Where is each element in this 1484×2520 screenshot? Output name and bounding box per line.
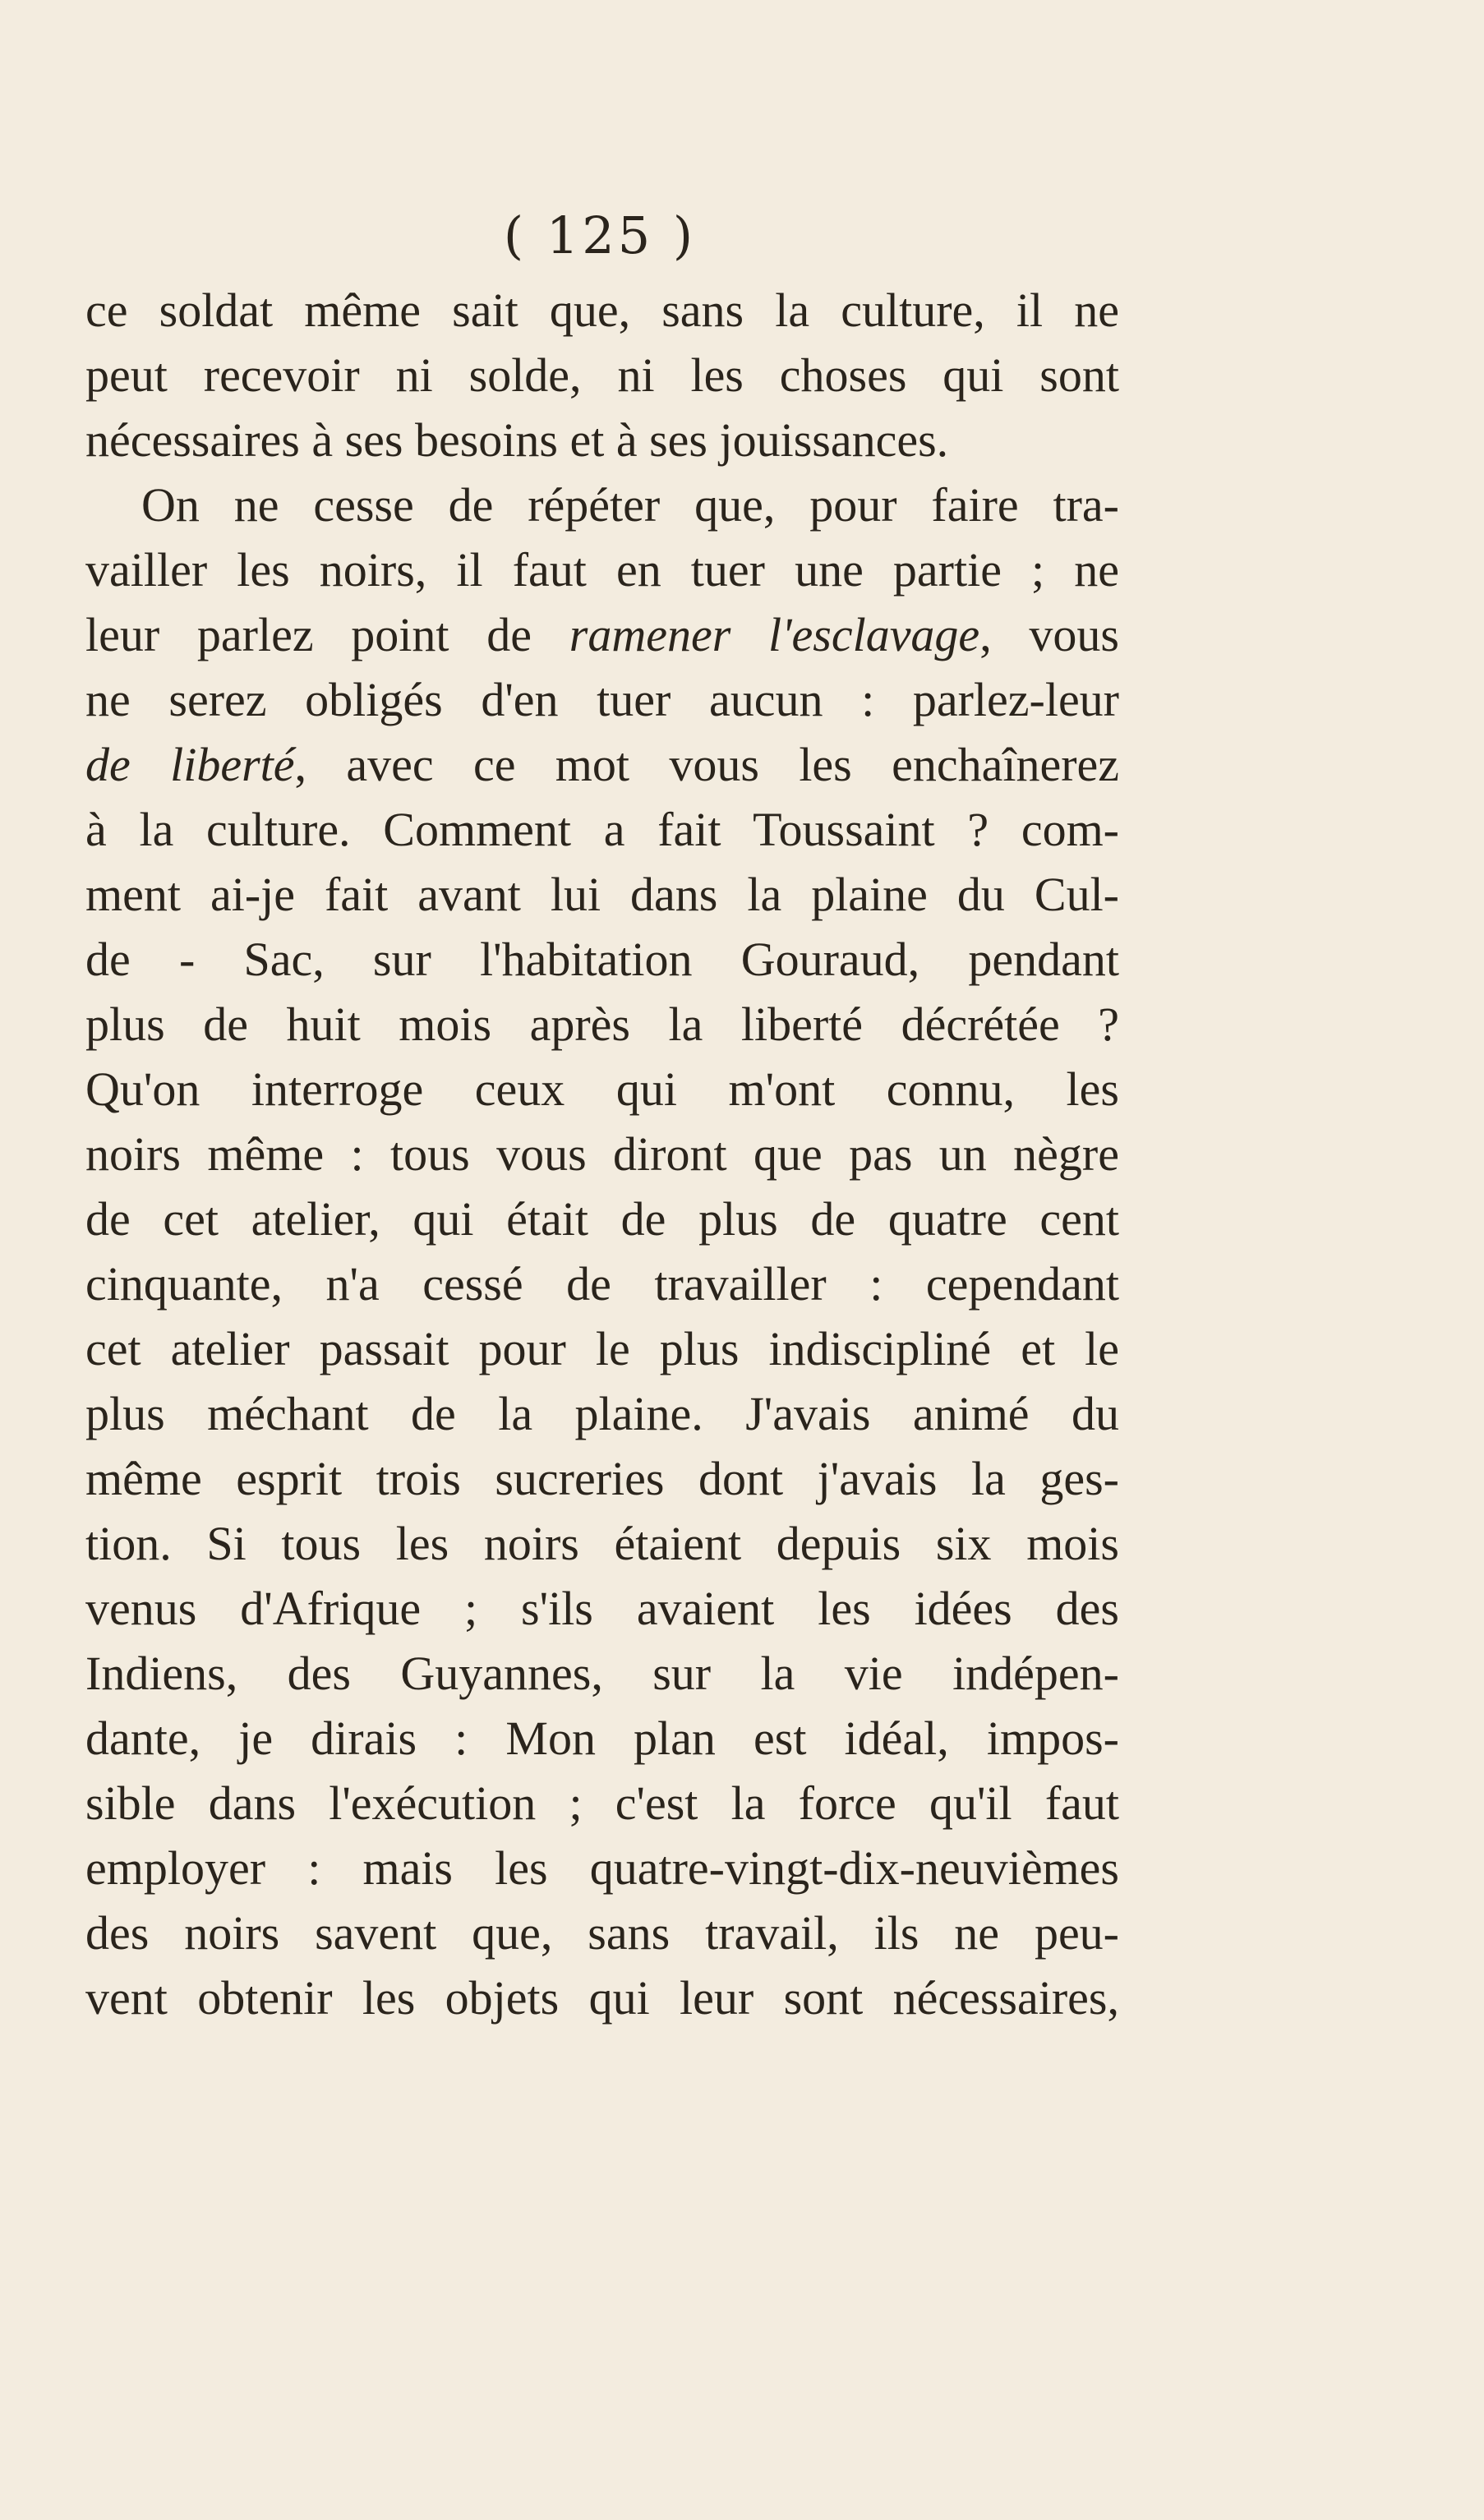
text-line: dante, je dirais : Mon plan est idéal, impos- <box>85 1711 1119 1765</box>
text-line: plus de huit mois après la liberté décrétée ? <box>85 997 1119 1051</box>
text-line: de cet atelier, qui était de plus de quatre cent <box>85 1192 1119 1246</box>
text-line: ment ai-je fait avant lui dans la plaine du Cul- <box>85 868 1119 921</box>
italic-phrase: de liberté <box>85 738 295 791</box>
text-line: vent obtenir les objets qui leur sont nécessaires, <box>85 1971 1119 2025</box>
text-line: plus méchant de la plaine. J'avais animé du <box>85 1387 1119 1440</box>
text-line: Qu'on interroge ceux qui m'ont connu, les <box>85 1062 1119 1116</box>
text-line: des noirs savent que, sans travail, ils ne peu- <box>85 1906 1119 1960</box>
text-line: vailler les noirs, il faut en tuer une partie ; ne <box>85 543 1119 597</box>
page-number: ( 125 ) <box>503 205 697 265</box>
text-line: Indiens, des Guyannes, sur la vie indépen- <box>85 1647 1119 1700</box>
text-line: tion. Si tous les noirs étaient depuis six mois <box>85 1517 1119 1570</box>
text-line: leur parlez point de ramener l'esclavage, vous <box>85 608 1119 661</box>
text-line: de liberté, avec ce mot vous les enchaînerez <box>85 738 1119 791</box>
text-line: venus d'Afrique ; s'ils avaient les idées des <box>85 1582 1119 1635</box>
text-line: sible dans l'exécution ; c'est la force qu'il faut <box>85 1776 1119 1830</box>
text-line: noirs même : tous vous diront que pas un nègre <box>85 1127 1119 1181</box>
text-line: cinquante, n'a cessé de travailler : cependant <box>85 1257 1119 1311</box>
text-line: employer : mais les quatre-vingt-dix-neuvièmes <box>85 1841 1119 1895</box>
text-line: peut recevoir ni solde, ni les choses qui sont <box>85 348 1119 402</box>
text-line: On ne cesse de répéter que, pour faire tra- <box>141 478 1119 532</box>
text-line: à la culture. Comment a fait Toussaint ? com- <box>85 803 1119 856</box>
text-line: ce soldat même sait que, sans la culture, il ne <box>85 283 1119 337</box>
text-line: même esprit trois sucreries dont j'avais la ges- <box>85 1452 1119 1505</box>
text-line: cet atelier passait pour le plus indiscipliné et le <box>85 1322 1119 1375</box>
text-line: ne serez obligés d'en tuer aucun : parlez-leur <box>85 673 1119 726</box>
italic-phrase: ramener l'esclavage <box>569 608 980 661</box>
text-line: de - Sac, sur l'habitation Gouraud, pendant <box>85 933 1119 986</box>
text-line: nécessaires à ses besoins et à ses jouissances. <box>85 413 949 467</box>
body-text <box>85 278 1119 2030</box>
